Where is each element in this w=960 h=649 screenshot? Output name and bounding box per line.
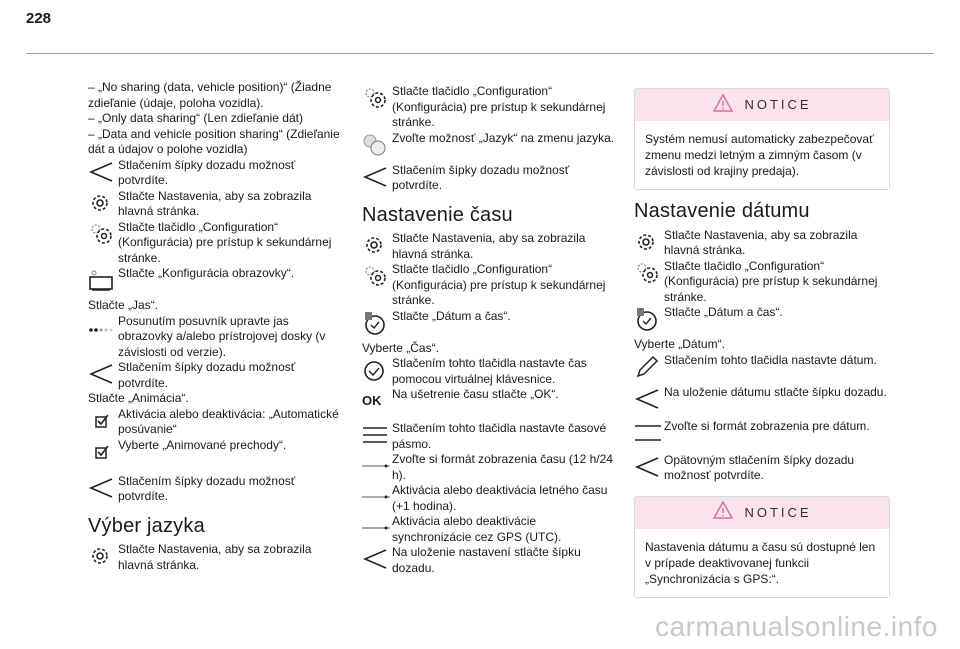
warning-icon [712, 93, 734, 118]
heading-language: Výber jazyka [88, 514, 205, 537]
back-arrow-icon [634, 387, 664, 411]
column-1 [88, 80, 344, 573]
pencil-icon [634, 355, 664, 379]
step-timezone: Stlačením tohto tlačidla nastavte časové pásmo. [362, 421, 618, 452]
step-settings-lang: Stlačte Nastavenia, aby sa zobrazila hlavná stránka. [88, 542, 344, 573]
step-settings-time: Stlačte Nastavenia, aby sa zobrazila hlavná stránka. [362, 231, 618, 262]
confirm-circle-icon [362, 358, 392, 382]
step-ok: OK Na ušetrenie času stlačte „OK“. [362, 387, 618, 413]
page-number: 228 [26, 10, 52, 27]
clock-icon [634, 307, 664, 331]
language-flag-icon [362, 133, 392, 157]
gear-icon [88, 191, 118, 215]
toggle-line-icon [362, 454, 392, 478]
step-back-2: Stlačením šípky dozadu možnosť potvrdíte. [88, 360, 344, 391]
step-date-time-1: Stlačte „Dátum a čas“. [362, 309, 618, 335]
back-arrow-icon [362, 547, 392, 571]
clock-icon [362, 311, 392, 335]
option-data-position: – „Data and vehicle position sharing“ (Zdieľanie dát a údajov o polohe vozidla) [88, 126, 340, 156]
notice-box-1 [634, 88, 890, 190]
option-no-sharing: – „No sharing (data, vehicle position)“ (Žiadne zdieľanie (údaje, poloha vozidla). [88, 80, 332, 110]
notice-header-2 [635, 497, 889, 529]
heading-time: Nastavenie času [362, 203, 513, 226]
step-edit-date: Stlačením tohto tlačidla nastavte dátum. [634, 353, 890, 379]
list-icon [362, 423, 392, 447]
step-virtual-keyboard: Stlačením tohto tlačidla nastavte čas pomocou virtuálnej klávesnice. [362, 356, 618, 387]
checkbox-icon [88, 440, 118, 464]
configuration-icon [634, 261, 664, 285]
step-date-time-2: Stlačte „Dátum a čas“. [634, 305, 890, 331]
column-3 [634, 82, 890, 604]
configuration-icon [88, 222, 118, 246]
toggle-line-icon [362, 516, 392, 540]
step-screen-config: Stlačte „Konfigurácia obrazovky“. [88, 266, 344, 292]
select-time: Vyberte „Čas“. [362, 340, 439, 355]
gear-icon [634, 230, 664, 254]
back-arrow-icon [88, 362, 118, 386]
notice-body-1: Systém nemusí automaticky zabezpečovať zmenu medzi letným a zimným časom (v závislosti od krajiny predaja). [635, 121, 889, 189]
watermark: carmanualsonline.info [655, 611, 938, 642]
step-back-5: Na uloženie nastavení stlačte šípku dozadu. [362, 545, 618, 576]
ok-label: OK [362, 393, 382, 409]
step-back-4: Stlačením šípky dozadu možnosť potvrdíte. [362, 163, 618, 194]
step-gps-sync: Aktivácia alebo deaktivácie synchronizácie cez GPS (UTC). [362, 514, 618, 545]
column-2 [362, 84, 618, 576]
step-summer-time: Aktivácia alebo deaktivácia letného času (+1 hodina). [362, 483, 618, 514]
step-back-7: Opätovným stlačením šípky dozadu možnosť potvrdíte. [634, 453, 890, 484]
step-date-format: Zvoľte si formát zobrazenia pre dátum. [634, 419, 890, 445]
gear-icon [88, 544, 118, 568]
configuration-icon [362, 86, 392, 110]
notice-box-2 [634, 496, 890, 598]
step-auto-scroll: Aktivácia alebo deaktivácia: „Automatické posúvanie“ [88, 407, 344, 438]
step-language: Zvoľte možnosť „Jazyk“ na zmenu jazyka. [362, 131, 618, 157]
notice-header-1 [635, 89, 889, 121]
back-arrow-icon [362, 165, 392, 189]
option-only-data: – „Only data sharing“ (Len zdieľanie dát) [88, 111, 303, 125]
notice-title-1: NOTICE [744, 97, 812, 113]
configuration-icon [362, 264, 392, 288]
checkbox-icon [88, 409, 118, 433]
step-configuration-2: Stlačte tlačidlo „Configuration“ (Konfigurácia) pre prístup k sekundárnej stránke. [362, 84, 618, 131]
toggle-line-icon [362, 485, 392, 509]
header-divider [26, 53, 934, 54]
gear-icon [362, 233, 392, 257]
step-back-3: Stlačením šípky dozadu možnosť potvrdíte. [88, 474, 344, 505]
step-configuration-1: Stlačte tlačidlo „Configuration“ (Konfigurácia) pre prístup k sekundárnej stránke. [88, 220, 344, 267]
step-slider: Posunutím posuvník upravte jas obrazovky a/alebo prístrojovej dosky (v závislosti od verzie). [88, 314, 344, 361]
step-configuration-4: Stlačte tlačidlo „Configuration“ (Konfigurácia) pre prístup k sekundárnej stránke. [634, 259, 890, 306]
step-back-1: Stlačením šípky dozadu možnosť potvrdíte. [88, 158, 344, 189]
back-arrow-icon [634, 455, 664, 479]
slider-icon [88, 316, 118, 340]
bracket-line-icon [634, 421, 664, 445]
screen-brightness-icon [88, 268, 118, 292]
heading-date: Nastavenie dátumu [634, 200, 810, 222]
press-animation: Stlačte „Animácia“. [88, 391, 189, 405]
back-arrow-icon [88, 160, 118, 184]
notice-title-2: NOTICE [744, 504, 812, 520]
select-date: Vyberte „Dátum“. [634, 337, 725, 351]
press-brightness: Stlačte „Jas“. [88, 298, 159, 312]
step-time-format: Zvoľte si formát zobrazenia času (12 h/24 h). [362, 452, 618, 483]
step-settings-1: Stlačte Nastavenia, aby sa zobrazila hlavná stránka. [88, 189, 344, 220]
step-configuration-3: Stlačte tlačidlo „Configuration“ (Konfigurácia) pre prístup k sekundárnej stránke. [362, 262, 618, 309]
step-animated-transitions: Vyberte „Animované prechody“. [88, 438, 344, 464]
warning-icon [712, 500, 734, 525]
back-arrow-icon [88, 476, 118, 500]
step-back-6: Na uloženie dátumu stlačte šípku dozadu. [634, 385, 890, 411]
step-settings-date: Stlačte Nastavenia, aby sa zobrazila hlavná stránka. [634, 228, 890, 259]
notice-body-2: Nastavenia dátumu a času sú dostupné len v prípade deaktivovanej funkcii „Synchronizácia s GPS:“. [635, 529, 889, 597]
